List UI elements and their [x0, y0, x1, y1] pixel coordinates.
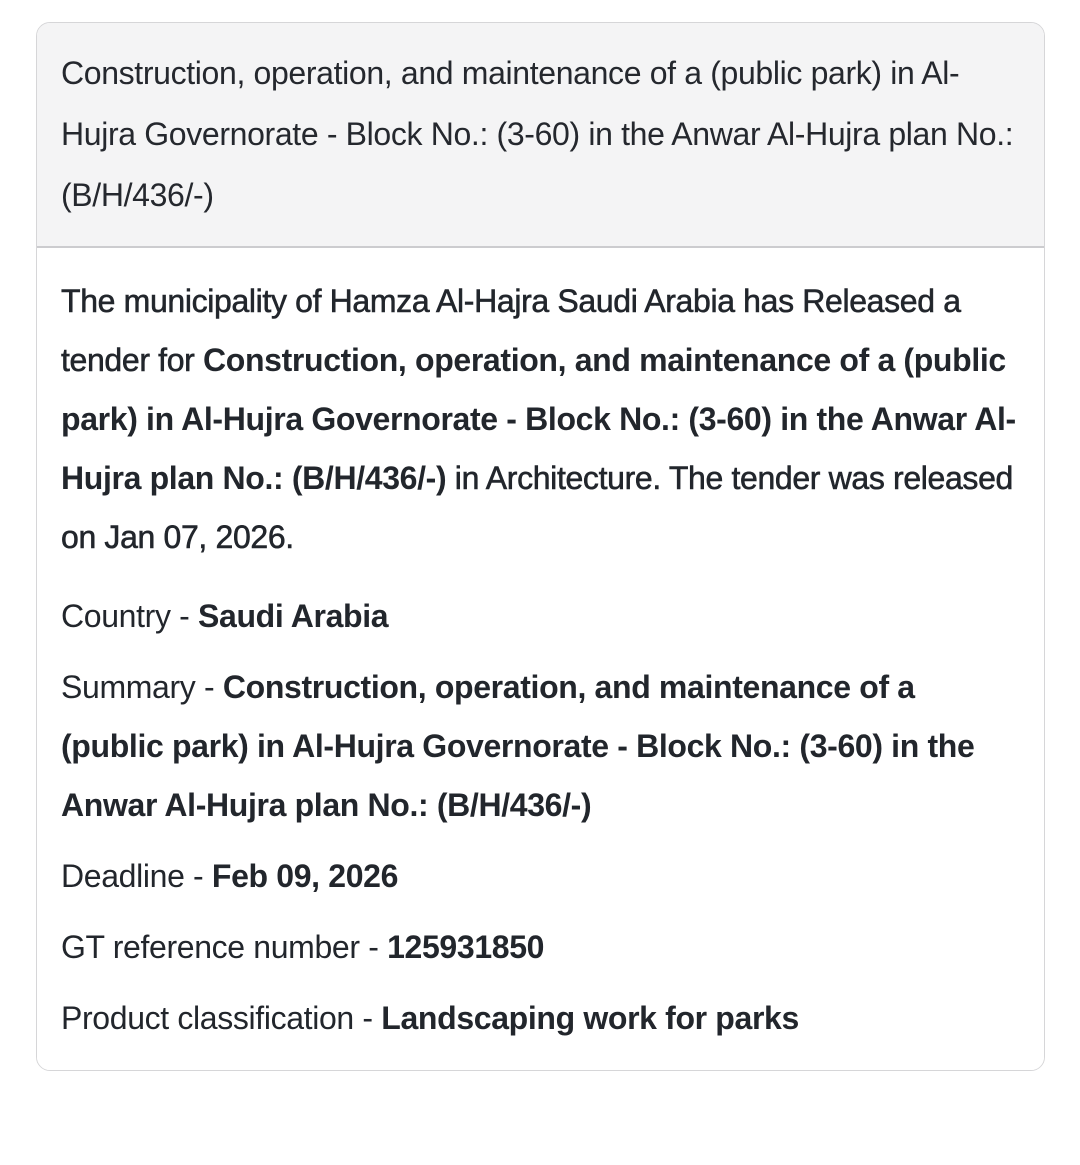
- field-gt-reference-number-value: 125931850: [387, 929, 545, 965]
- field-country: [61, 587, 1020, 646]
- field-product-classification-label: Product classification -: [61, 1000, 382, 1036]
- field-deadline: [61, 847, 1020, 906]
- tender-description: [61, 272, 1020, 567]
- tender-card: [36, 22, 1045, 1071]
- field-gt-reference-number: [61, 918, 1020, 977]
- field-gt-reference-number-label: GT reference number -: [61, 929, 388, 965]
- description-tail: in Architecture. The tender was released on Jan 07, 2026.: [61, 460, 1013, 555]
- description-tender-title: Construction, operation, and maintenance of a (public park) in Al-Hujra Governorate - Block No.: (3-60) in the Anwar Al-Hujra plan No.: (B/H/436/-): [61, 342, 1016, 496]
- tender-details: [37, 248, 1044, 1070]
- tender-title: Construction, operation, and maintenance of a (public park) in Al-Hujra Governorate - Block No.: (3-60) in the Anwar Al-Hujra plan No.: (B/H/436/-): [61, 55, 1014, 213]
- field-country-label: Country -: [61, 598, 198, 634]
- field-summary-value: Construction, operation, and maintenance of a (public park) in Al-Hujra Governorate - Block No.: (3-60) in the Anwar Al-Hujra plan No.: (B/H/436/-): [61, 669, 975, 823]
- description-lead: The municipality of Hamza Al-Hajra Saudi Arabia has Released a tender for: [61, 283, 961, 378]
- field-product-classification: [61, 989, 1020, 1048]
- field-summary: [61, 658, 1020, 835]
- field-country-value: Saudi Arabia: [198, 598, 389, 634]
- field-deadline-label: Deadline -: [61, 858, 212, 894]
- tender-title-header: [37, 23, 1044, 248]
- field-product-classification-value: Landscaping work for parks: [381, 1000, 799, 1036]
- field-summary-label: Summary -: [61, 669, 223, 705]
- field-deadline-value: Feb 09, 2026: [211, 858, 399, 894]
